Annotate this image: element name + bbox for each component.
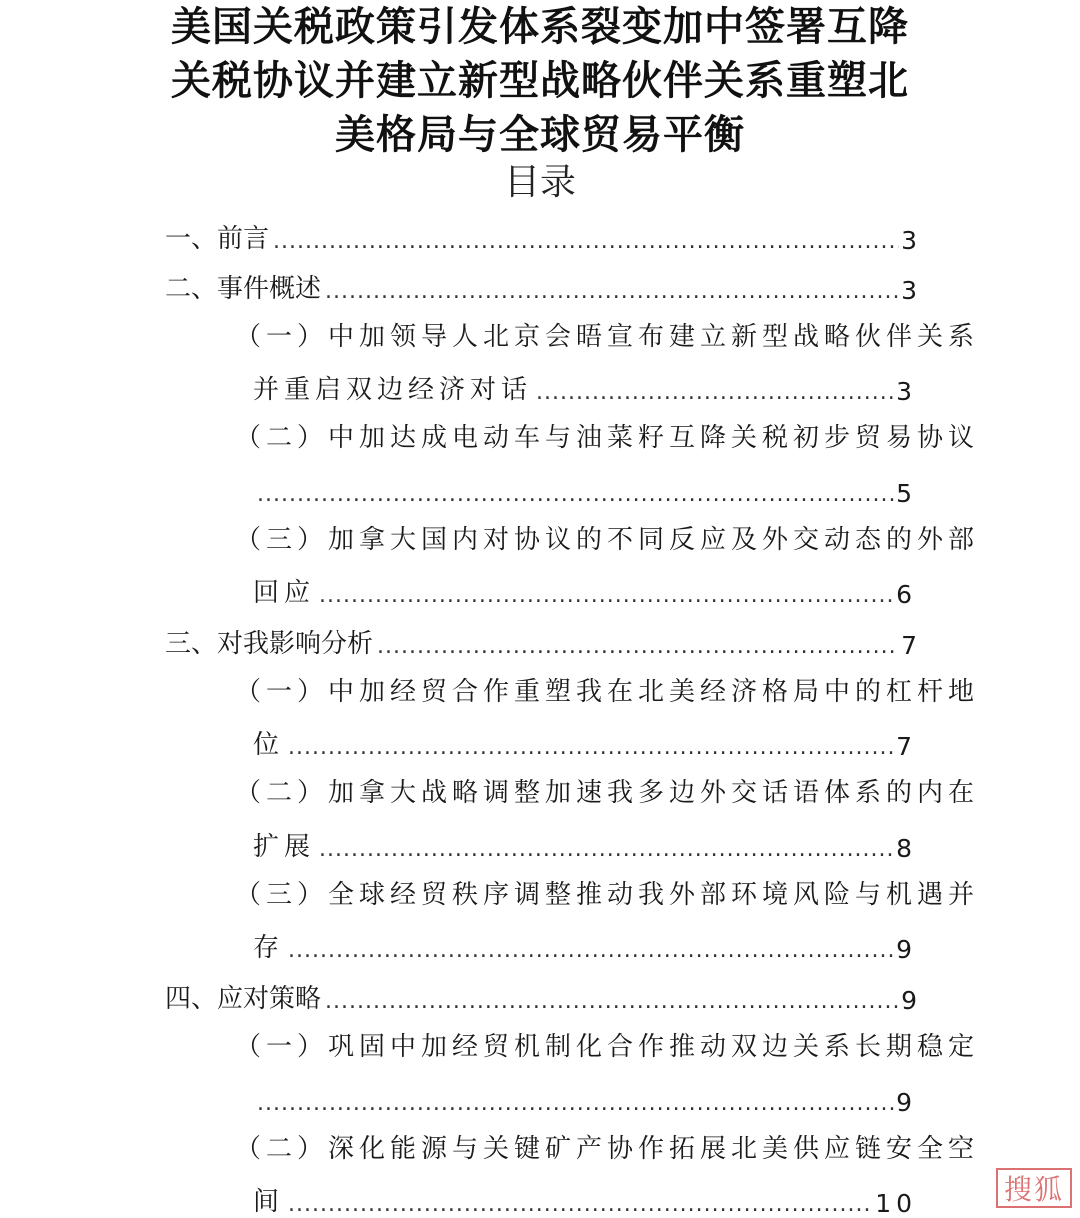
dot-leader [319, 573, 894, 609]
toc-entry-label: 并重启双边经济对话 [253, 375, 533, 405]
toc-entry-label: 二、事件概述 [165, 274, 322, 304]
toc-subentry-line[interactable]: （二）深化能源与关键矿产协作拓展北美供应链安全空 [235, 1134, 980, 1164]
toc-heading: 目录 [503, 162, 576, 203]
toc-page-number: 3 [896, 377, 917, 406]
dot-leader [288, 725, 894, 761]
toc-entry-event-overview[interactable] [165, 269, 917, 305]
toc-page-number: 8 [896, 834, 917, 863]
toc-page-number: 9 [901, 986, 917, 1015]
toc-page-number: 7 [901, 631, 917, 660]
toc-subentry-3-3[interactable] [253, 928, 917, 964]
toc-entry-label: 三、对我影响分析 [165, 629, 374, 659]
toc-page-number: 10 [875, 1189, 917, 1218]
toc-page-number: 9 [896, 1088, 917, 1117]
toc-subentry-4-1[interactable] [253, 1081, 917, 1117]
dot-leader [325, 269, 899, 305]
toc-entry-impact-analysis[interactable] [165, 624, 917, 660]
dot-leader [536, 370, 894, 406]
title-line-1: 美国关税政策引发体系裂变加中签署互降 [171, 3, 909, 50]
toc-subentry-2-1[interactable] [253, 370, 917, 406]
toc-entry-countermeasures[interactable] [165, 979, 917, 1015]
toc-subentry-4-2[interactable] [253, 1182, 917, 1218]
toc-page-number: 9 [896, 935, 917, 964]
toc-entry-label: 存 [253, 933, 285, 963]
toc-subentry-3-2[interactable] [253, 827, 917, 863]
toc-subentry-line[interactable]: （一）中加领导人北京会晤宣布建立新型战略伙伴关系 [235, 322, 980, 352]
toc-page-number: 5 [896, 479, 917, 508]
toc-subentry-line[interactable]: （一）巩固中加经贸机制化合作推动双边关系长期稳定 [235, 1032, 980, 1062]
toc-subentry-line[interactable]: （三）加拿大国内对协议的不同反应及外交动态的外部 [235, 525, 980, 555]
toc-entry-label: 间 [253, 1187, 285, 1217]
dot-leader [257, 472, 894, 508]
toc-subentry-2-2[interactable] [253, 472, 917, 508]
toc-subentry-3-1[interactable] [253, 725, 917, 761]
dot-leader [273, 219, 899, 255]
toc-entry-label: 位 [253, 730, 285, 760]
dot-leader [377, 624, 899, 660]
toc-entry-label: 一、前言 [165, 224, 270, 254]
document-title [150, 0, 930, 162]
dot-leader [325, 979, 899, 1015]
toc-page-number: 6 [896, 580, 917, 609]
dot-leader [257, 1081, 894, 1117]
toc-entry-preface[interactable] [165, 219, 917, 255]
toc-entry-label: 回应 [253, 578, 316, 608]
dot-leader [319, 827, 894, 863]
toc-entry-label: 扩展 [253, 832, 316, 862]
toc-page-number: 3 [901, 226, 917, 255]
toc-subentry-line[interactable]: （二）中加达成电动车与油菜籽互降关税初步贸易协议 [235, 423, 980, 453]
toc-subentry-2-3[interactable] [253, 573, 917, 609]
watermark-stamp: 搜狐 [996, 1168, 1072, 1208]
toc-subentry-line[interactable]: （三）全球经贸秩序调整推动我外部环境风险与机遇并 [235, 880, 980, 910]
toc-page-number: 3 [901, 276, 917, 305]
toc-subentry-line[interactable]: （一）中加经贸合作重塑我在北美经济格局中的杠杆地 [235, 677, 980, 707]
title-line-2: 关税协议并建立新型战略伙伴关系重塑北 [171, 57, 909, 104]
toc-entry-label: 四、应对策略 [165, 984, 322, 1014]
dot-leader [288, 928, 894, 964]
toc-subentry-line[interactable]: （二）加拿大战略调整加速我多边外交话语体系的内在 [235, 778, 980, 808]
dot-leader [288, 1182, 873, 1218]
toc-page-number: 7 [896, 732, 917, 761]
title-line-3: 美格局与全球贸易平衡 [335, 111, 745, 158]
